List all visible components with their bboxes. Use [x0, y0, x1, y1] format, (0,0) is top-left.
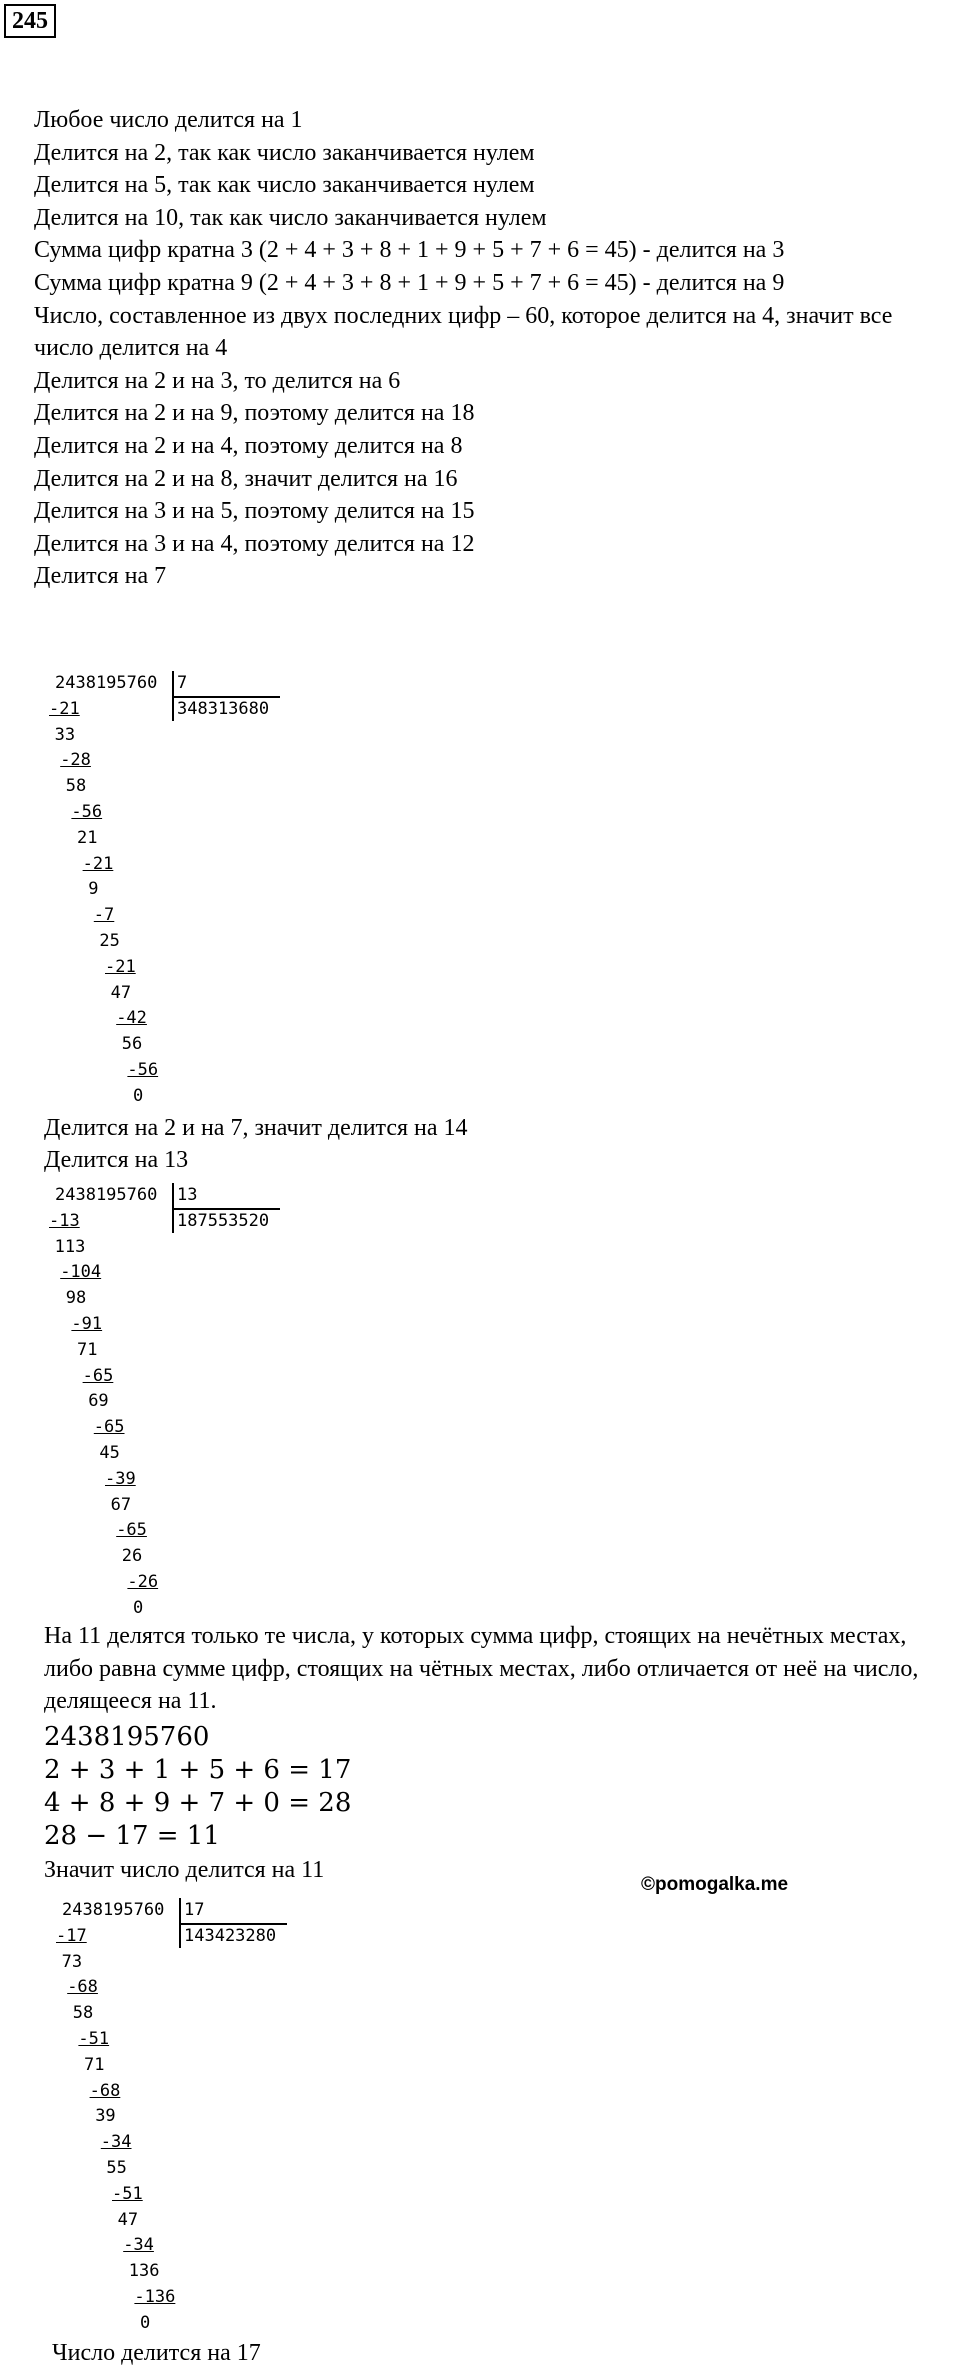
remainder: 26 [121, 1546, 143, 1567]
remainder: 113 [54, 1236, 86, 1257]
math-line: 28 − 17 = 11 [44, 1821, 220, 1851]
text-line: Делится на 2 и на 9, поэтому делится на 18 [34, 400, 475, 427]
remainder: 67 [110, 1494, 132, 1515]
conclusion-11: Значит число делится на 11 [44, 1857, 325, 1883]
final-conclusion: Число делится на 17 [52, 2340, 261, 2366]
remainder: 0 [133, 1597, 144, 1618]
rule-11-text: На 11 делятся только те числа, у которых сумма цифр, стоящих на нечётных местах, либо равна сумме цифр, стоящих на чётных местах, либо отличается от неё на число, делящееся на 11. [44, 1623, 919, 1715]
text-line: Делится на 2 и на 7, значит делится на 14 [44, 1115, 468, 1141]
remainder: 136 [128, 2261, 160, 2282]
quotient: 143423280 [184, 1926, 277, 1946]
watermark: ©pomogalka.me [641, 1874, 789, 1895]
text-line: Делится на 13 [44, 1147, 189, 1173]
remainder: 47 [117, 2209, 139, 2230]
subtrahend: -34 [123, 2235, 154, 2256]
subtrahend: -65 [82, 1365, 114, 1386]
remainder: 73 [61, 1951, 83, 1972]
remainder: 25 [99, 931, 120, 951]
remainder: 33 [54, 724, 76, 745]
subtrahend: -21 [105, 956, 136, 977]
text-line: Любое число делится на 1 [34, 107, 303, 133]
quotient: 187553520 [177, 1211, 270, 1231]
subtrahend: -26 [127, 1572, 159, 1592]
remainder: 45 [99, 1443, 120, 1463]
text-line: Делится на 5, так как число заканчивается нулем [34, 172, 535, 199]
remainder: 0 [140, 2312, 151, 2333]
text-line: Делится на 2 и на 4, поэтому делится на 8 [34, 432, 463, 459]
subtrahend: -91 [71, 1314, 103, 1334]
subtrahend: -68 [89, 2080, 121, 2101]
remainder: 71 [77, 1339, 98, 1360]
subtrahend: -17 [56, 1925, 87, 1946]
dividend: 2438195760 [55, 673, 158, 693]
dividend: 2438195760 [55, 1185, 158, 1205]
subtrahend: -39 [105, 1468, 136, 1489]
math-line: 4 + 8 + 9 + 7 + 0 = 28 [44, 1788, 352, 1818]
subtrahend: -7 [93, 905, 115, 926]
subtrahend: -51 [78, 2029, 110, 2049]
math-line: 2438195760 [44, 1722, 210, 1752]
subtrahend: -51 [112, 2183, 143, 2204]
remainder: 47 [110, 982, 132, 1003]
remainder: 98 [65, 1288, 87, 1309]
subtrahend: -13 [49, 1210, 80, 1231]
remainder: 39 [95, 2106, 116, 2127]
quotient: 348313680 [177, 699, 270, 719]
long-division-17 [56, 1898, 362, 2338]
text-line: Делится на 3 и на 4, поэтому делится на 12 [34, 530, 475, 557]
subtrahend: -28 [60, 750, 91, 771]
divisor: 7 [177, 673, 188, 693]
intro-text [34, 104, 954, 593]
text-line: Сумма цифр кратна 3 (2 + 4 + 3 + 8 + 1 + 9 + 5 + 7 + 6 = 45) - делится на 3 [34, 237, 785, 264]
rule-11-paragraph [44, 1620, 954, 1718]
subtrahend: -34 [100, 2132, 132, 2153]
remainder: 58 [72, 2003, 94, 2024]
remainder: 0 [133, 1085, 144, 1106]
subtrahend: -21 [82, 853, 114, 874]
math-line: 2 + 3 + 1 + 5 + 6 = 17 [44, 1755, 352, 1785]
remainder: 69 [88, 1391, 109, 1412]
remainder: 9 [88, 879, 99, 900]
subtrahend: -65 [93, 1417, 125, 1438]
text-line: Делится на 2 и на 8, значит делится на 16 [34, 465, 458, 492]
subtrahend: -42 [116, 1008, 147, 1029]
dividend: 2438195760 [62, 1900, 165, 1920]
subtrahend: -21 [49, 698, 80, 719]
long-division-7 [49, 671, 355, 1111]
text-line: Число, составленное из двух последних цифр – 60, которое делится на 4, значит все число делится на 4 [34, 302, 893, 362]
subtrahend: -65 [116, 1520, 147, 1541]
text-line: Делится на 10, так как число заканчивается нулем [34, 204, 547, 231]
text-line: Делится на 7 [34, 563, 167, 590]
remainder: 56 [121, 1034, 143, 1055]
divisor: 13 [177, 1185, 198, 1205]
subtrahend: -56 [71, 802, 103, 822]
subtrahend: -56 [127, 1060, 159, 1080]
text-line: Сумма цифр кратна 9 (2 + 4 + 3 + 8 + 1 + 9 + 5 + 7 + 6 = 45) - делится на 9 [34, 269, 785, 296]
remainder: 55 [106, 2158, 127, 2178]
text-line: Делится на 3 и на 5, поэтому делится на 15 [34, 498, 475, 525]
remainder: 58 [65, 776, 87, 797]
subtrahend: -136 [134, 2287, 176, 2307]
long-division-13 [49, 1183, 355, 1623]
subtrahend: -104 [60, 1262, 102, 1283]
remainder: 21 [77, 827, 98, 848]
divisor: 17 [184, 1900, 205, 1920]
remainder: 71 [84, 2054, 105, 2075]
text-line: Делится на 2, так как число заканчивается нулем [34, 139, 535, 166]
text-line: Делится на 2 и на 3, то делится на 6 [34, 367, 401, 394]
subtrahend: -68 [67, 1977, 98, 1998]
problem-number-badge: 245 [4, 4, 56, 38]
